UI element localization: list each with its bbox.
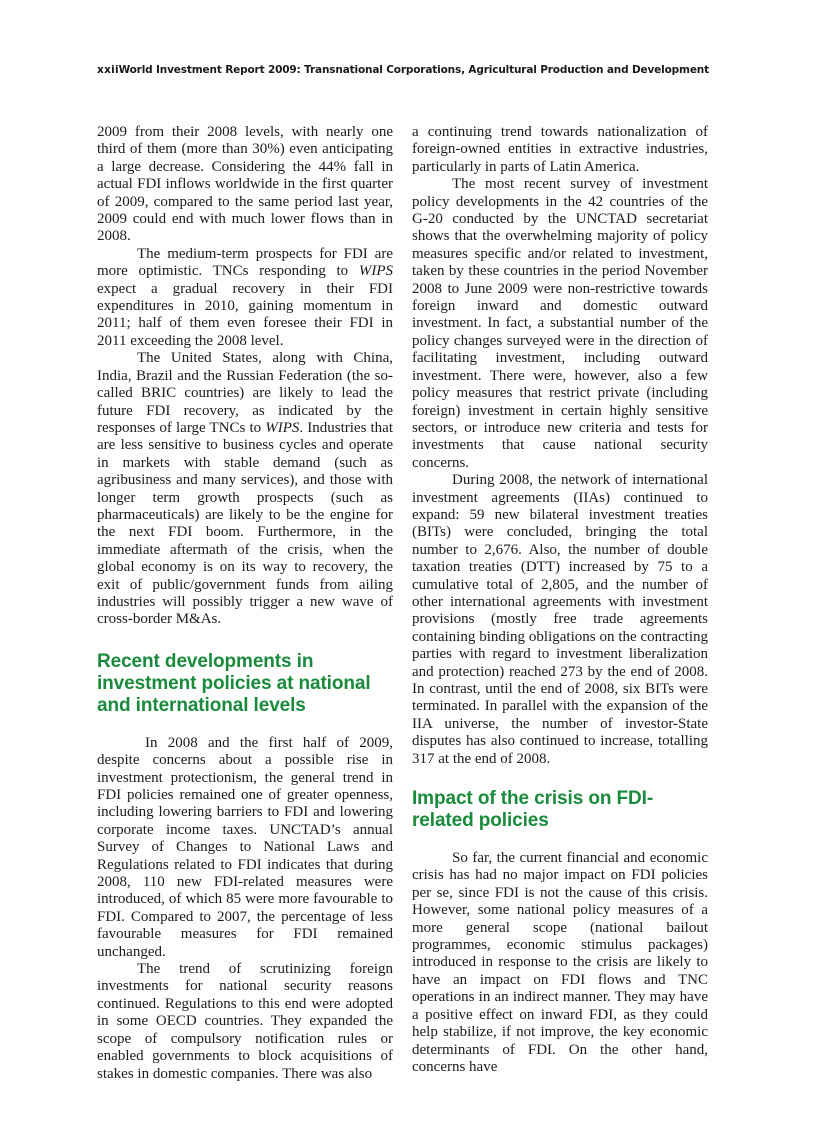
running-header <box>97 64 709 80</box>
paragraph: So far, the current financial and economic crisis has had no major impact on FDI policies per se, since FDI is not the cause of this crisis. However, some national policy measures of a more general scope (national bailout programmes, economic stimulus packages) introduced in response to the crisis are likely to have an impact on FDI flows and TNC operations in an indirect manner. They may have a positive effect on inward FDI, as they could help stabilize, if not improve, the key economic determinants of FDI. On the other hand, concerns have <box>412 850 708 1075</box>
running-title: World Investment Report 2009: Transnational Corporations, Agricultural Production and Development <box>118 64 709 76</box>
paragraph: The most recent survey of investment policy developments in the 42 countries of the G-20 conducted by the UNCTAD secretariat shows that the overwhelming majority of policy measures specific and/or related to investment, taken by these countries in the period November 2008 to June 2009 were non-restrictive towards foreign inward and domestic outward investment. In fact, a substantial number of the policy changes surveyed were in the direction of facilitating investment, including outward investment. There were, however, also a few policy measures that restrict private (including foreign) investment in certain highly sensitive sectors, or introduce new criteria and tests for investments that cause national security concerns. <box>412 176 708 471</box>
paragraph <box>97 246 393 350</box>
text-run: The United States, along with China, India, Brazil and the Russian Federation (the so-called BRIC countries) are likely to lead the future FDI recovery, as indicated by the responses of large TNCs to <box>97 350 393 436</box>
paragraph: a continuing trend towards nationalization of foreign-owned entities in extractive industries, particularly in parts of Latin America. <box>412 124 708 175</box>
text-run: The medium-term prospects for FDI are more optimistic. TNCs responding to <box>97 245 393 280</box>
paragraph: The trend of scrutinizing foreign investments for national security reasons continued. Regulations to this end were adopted in some OECD countries. They expanded the scope of compulsory notification rules or enabled governments to block acquisitions of stakes in domestic companies. There was also <box>97 961 393 1082</box>
paragraph: During 2008, the network of international investment agreements (IIAs) continued to expand: 59 new bilateral investment treaties (BITs) were concluded, bringing the total number to 2,676. Also, the number of double taxation treaties (DTT) increased by 75 to a cumulative total of 2,805, and the number of other international agreements with investment provisions (mostly free trade agreements containing binding obligations on the contracting parties with regard to investment liberalization and protection) reached 273 by the end of 2008. In contrast, until the end of 2008, six BITs were terminated. In parallel with the expansion of the IIA universe, the number of investor-State disputes has also continued to increase, totalling 317 at the end of 2008. <box>412 472 708 767</box>
section-heading: Recent developments in investment policies at national and international levels <box>97 650 371 716</box>
text-run: . Industries that are less sensitive to business cycles and operate in markets with stable demand (such as agribusiness and many services), and those with longer term growth prospects (such as pharmaceuticals) are likely to be the engine for the next FDI boom. Furthermore, in the immediate aftermath of the crisis, when the global economy is on its way to recovery, the exit of public/government funds from ailing industries will possibly trigger a new wave of cross-border M&As. <box>97 419 393 628</box>
paragraph: In 2008 and the first half of 2009, despite concerns about a possible rise in investment protectionism, the general trend in FDI policies remained one of greater openness, including lowering barriers to FDI and lowering corporate income taxes. UNCTAD’s annual Survey of Changes to National Laws and Regulations related to FDI indicates that during 2008, 110 new FDI-related measures were introduced, of which 85 were more favourable to FDI. Compared to 2007, the percentage of less favourable measures for FDI remained unchanged. <box>97 734 393 960</box>
right-column <box>412 124 708 1076</box>
wips-emphasis: WIPS <box>265 419 300 436</box>
wips-emphasis: WIPS <box>358 263 393 280</box>
text-run: expect a gradual recovery in their FDI expenditures in 2010, gaining momentum in 2011; half of them even foresee their FDI in 2011 exceeding the 2008 level. <box>97 280 393 349</box>
page-number: xxii <box>97 64 119 76</box>
section-heading: Impact of the crisis on FDI-related policies <box>412 788 654 832</box>
paragraph <box>97 350 393 629</box>
left-column <box>97 124 393 1083</box>
paragraph: 2009 from their 2008 levels, with nearly one third of them (more than 30%) even anticipating a large decrease. Considering the 44% fall in actual FDI inflows worldwide in the first quarter of 2009, compared to the same period last year, 2009 could end with much lower flows than in 2008. <box>97 124 393 245</box>
